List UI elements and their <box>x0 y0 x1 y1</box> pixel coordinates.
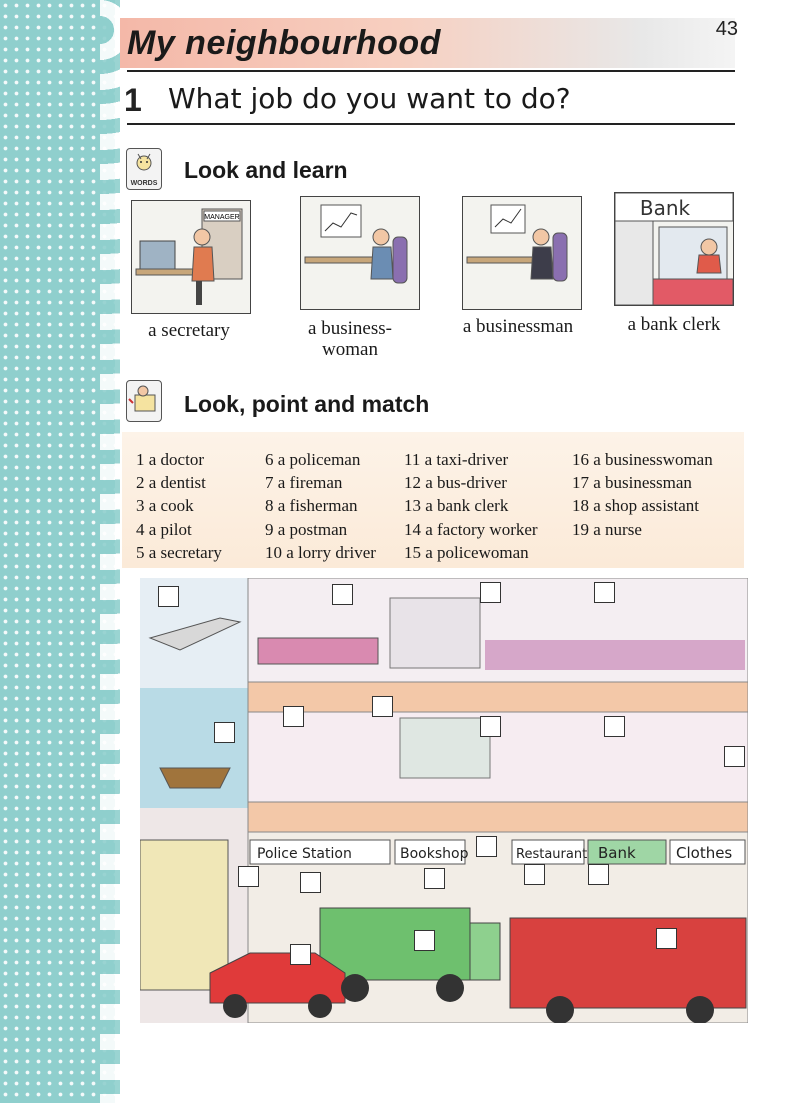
clothes-sign: Clothes <box>676 844 733 862</box>
caption-businessman: a businessman <box>462 316 574 337</box>
bookshop-sign: Bookshop <box>400 846 469 862</box>
answer-box[interactable] <box>656 928 677 949</box>
restaurant-sign: Restaurant <box>516 847 588 862</box>
word-item: 4 a pilot <box>136 519 192 539</box>
look-point-match-heading: Look, point and match <box>184 391 430 417</box>
word-item: 10 a lorry driver <box>265 542 376 562</box>
answer-box[interactable] <box>588 864 609 885</box>
answer-box[interactable] <box>158 586 179 607</box>
word-item: 9 a postman <box>265 519 348 539</box>
word-item: 3 a cook <box>136 496 194 516</box>
word-item: 17 a businessman <box>572 473 692 493</box>
answer-box[interactable] <box>300 872 321 893</box>
point-match-icon <box>126 380 162 422</box>
answer-box[interactable] <box>476 836 497 857</box>
words-book-icon <box>126 148 162 190</box>
word-item: 18 a shop assistant <box>572 496 700 516</box>
caption-businesswoman-line1: a business- <box>308 318 392 339</box>
answer-box[interactable] <box>414 930 435 951</box>
word-list-column-2 <box>265 448 376 564</box>
sidebar-wavy-edge <box>100 0 120 1103</box>
secretary-picture <box>131 200 251 314</box>
answer-box[interactable] <box>604 716 625 737</box>
word-item: 13 a bank clerk <box>404 496 509 516</box>
answer-box[interactable] <box>480 716 501 737</box>
answer-box[interactable] <box>594 582 615 603</box>
word-item: 16 a businesswoman <box>572 450 713 469</box>
manager-door-sign: MANAGER <box>204 214 240 221</box>
caption-secretary: a secretary <box>148 320 230 341</box>
answer-box[interactable] <box>372 696 393 717</box>
bank-clerk-picture <box>614 192 734 306</box>
word-item: 2 a dentist <box>136 473 206 493</box>
word-item: 11 a taxi-driver <box>404 450 509 469</box>
bank-shop-sign: Bank <box>598 844 636 862</box>
unit-title: What job do you want to do? <box>168 82 571 115</box>
answer-box[interactable] <box>480 582 501 603</box>
word-list-column-4 <box>572 448 713 541</box>
scene-illustration <box>140 578 748 1023</box>
word-item: 19 a nurse <box>572 519 642 539</box>
businesswoman-picture <box>300 196 420 310</box>
answer-box[interactable] <box>290 944 311 965</box>
answer-box[interactable] <box>524 864 545 885</box>
look-and-learn-heading: Look and learn <box>184 157 348 183</box>
businessman-picture <box>462 196 582 310</box>
word-item: 8 a fisherman <box>265 496 358 516</box>
word-item: 7 a fireman <box>265 473 343 493</box>
word-list-column-1 <box>136 448 222 564</box>
title-rule <box>127 70 735 72</box>
answer-box[interactable] <box>724 746 745 767</box>
unit-number: 1 <box>124 82 142 118</box>
page-title: My neighbourhood <box>127 24 441 62</box>
answer-box[interactable] <box>424 868 445 889</box>
word-item: 15 a policewoman <box>404 542 529 562</box>
bank-sign: Bank <box>639 196 691 220</box>
word-item: 1 a doctor <box>136 450 204 469</box>
word-list-column-3 <box>404 448 538 564</box>
word-item: 12 a bus-driver <box>404 473 507 493</box>
caption-bank-clerk: a bank clerk <box>627 314 721 335</box>
caption-businesswoman-line2: woman <box>322 339 378 360</box>
answer-box[interactable] <box>332 584 353 605</box>
word-item: 14 a factory worker <box>404 519 538 539</box>
neighbourhood-scene <box>140 578 748 1023</box>
words-icon-label: WORDS <box>130 180 158 187</box>
answer-box[interactable] <box>214 722 235 743</box>
word-item: 5 a secretary <box>136 542 222 562</box>
decorative-sidebar <box>0 0 115 1103</box>
unit-rule <box>127 123 735 125</box>
word-item: 6 a policeman <box>265 450 361 469</box>
answer-box[interactable] <box>238 866 259 887</box>
page-number: 43 <box>715 18 738 40</box>
answer-box[interactable] <box>283 706 304 727</box>
police-station-sign: Police Station <box>257 846 352 862</box>
